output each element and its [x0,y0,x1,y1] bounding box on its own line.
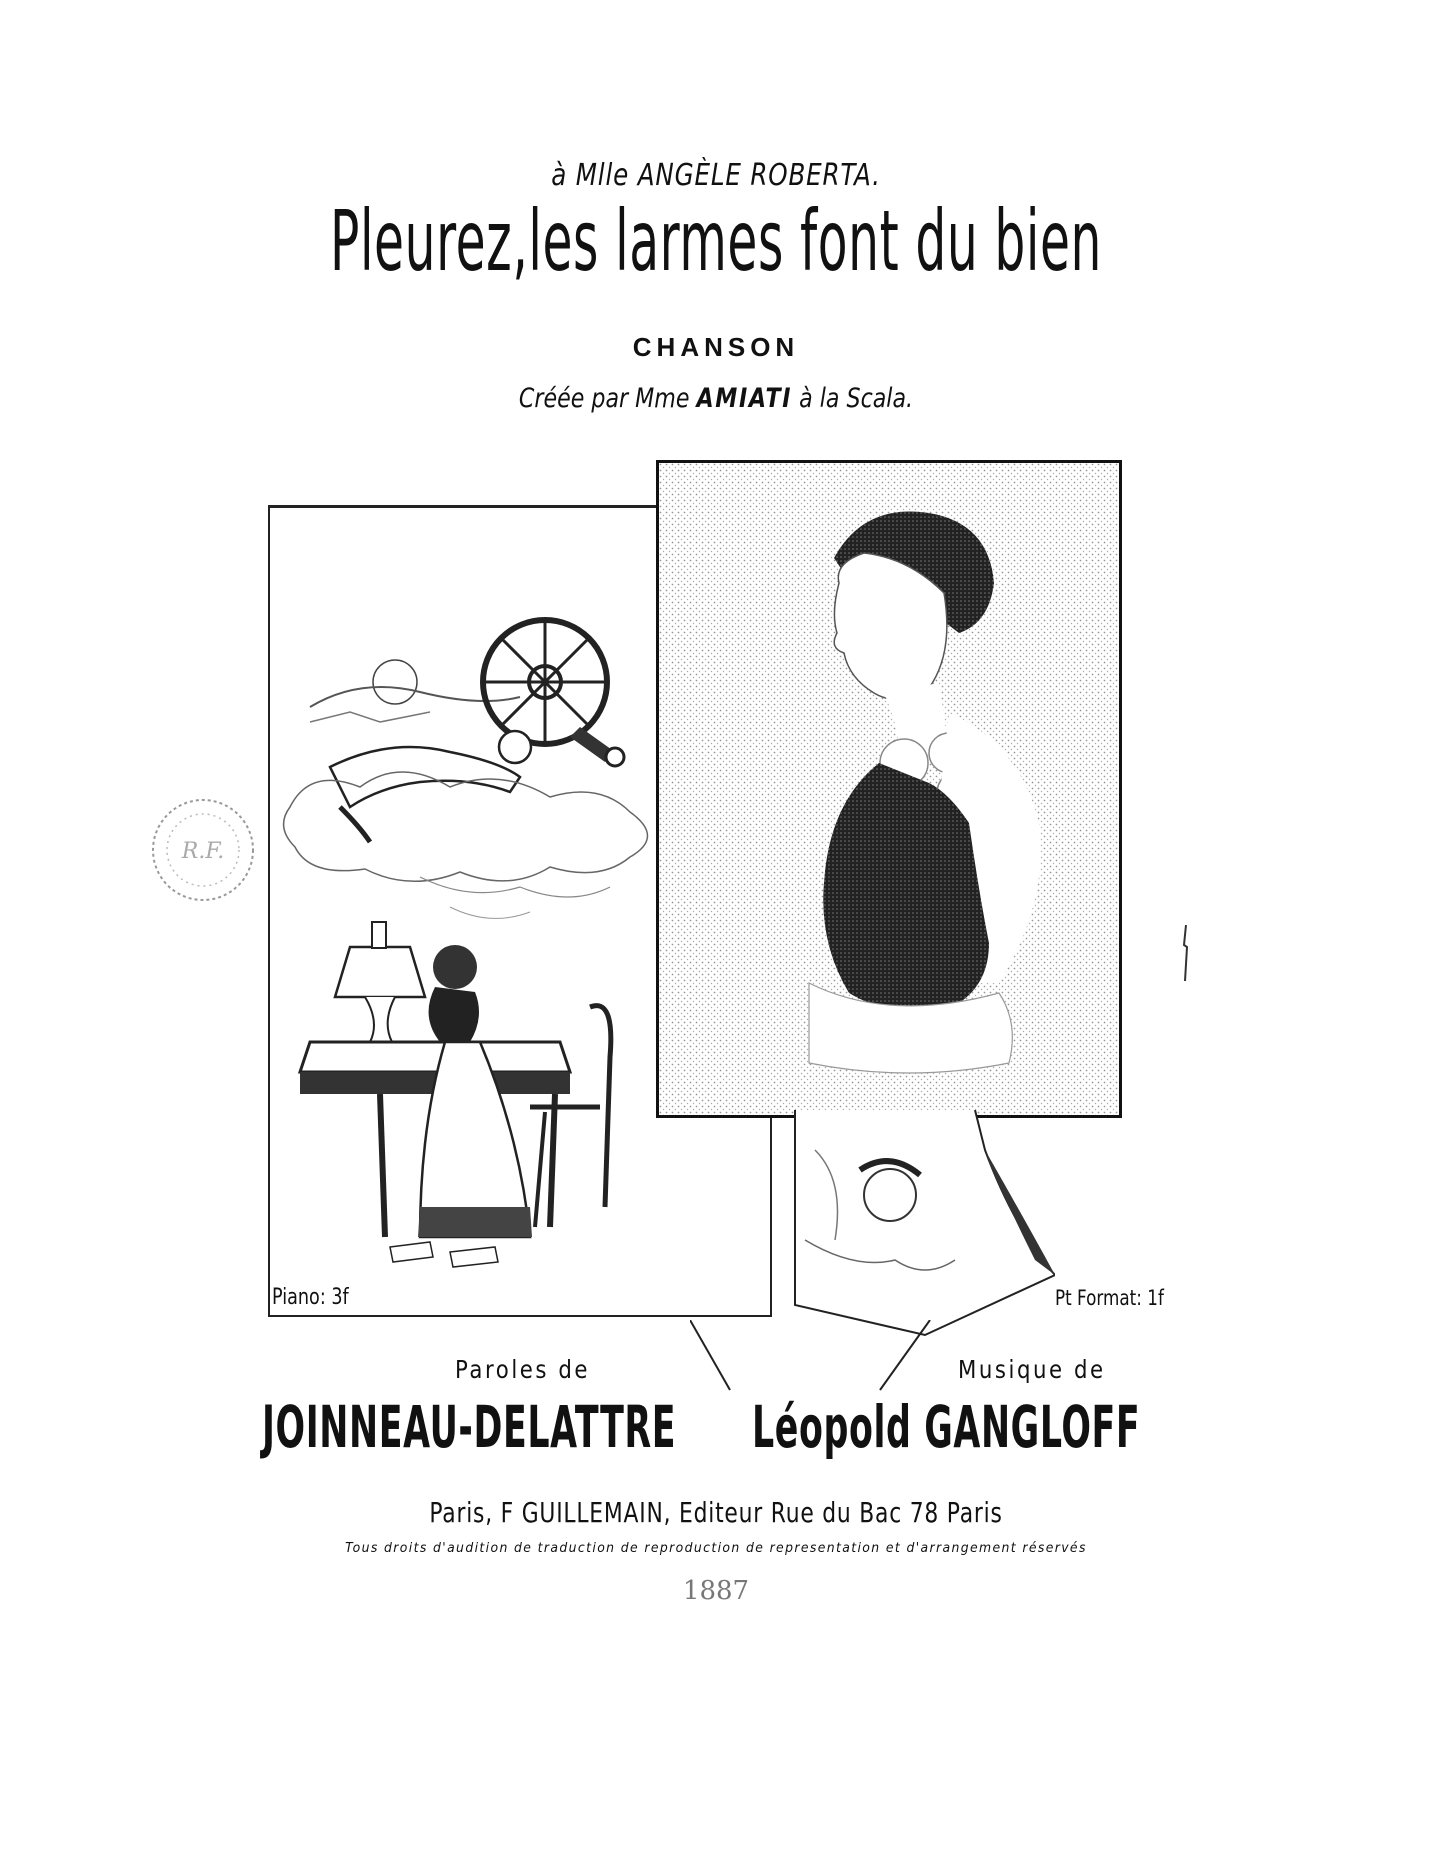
sheet-lower-edge [690,1320,950,1400]
premiere-prefix: Créée par Mme [518,383,690,414]
svg-text:R.F.: R.F. [181,839,225,864]
rights-notice: Tous droits d'audition de traduction de reproduction de representation et d'arrangement réservés [345,1540,1087,1556]
song-title: Pleurez,les larmes font du bien [329,192,1103,290]
portrait-engraving [659,463,1119,1115]
composer-name: Léopold GANGLOFF [752,1393,1141,1461]
premiere-suffix: à la Scala. [799,383,914,414]
price-small-format: Pt Format: 1f [1055,1286,1164,1310]
lyricist-name: JOINNEAU-DELATTRE [262,1393,677,1461]
price-piano: Piano: 3f [272,1285,349,1310]
library-stamp [148,795,258,905]
portrait-frame [656,460,1122,1118]
lyrics-label: Paroles de [455,1355,591,1384]
premiere-performer: AMIATI [696,383,793,414]
year-mark: 1887 [682,1576,750,1606]
sketch-sheet [775,1110,1055,1340]
premiere-credit [129,383,1303,414]
music-label: Musique de [958,1355,1106,1384]
margin-mark [1178,925,1192,981]
publisher-line: Paris, F GUILLEMAIN, Editeur Rue du Bac 78 Paris [429,1496,1003,1529]
dedication: à Mlle ANGÈLE ROBERTA. [551,158,881,193]
genre-label: CHANSON [632,332,800,362]
